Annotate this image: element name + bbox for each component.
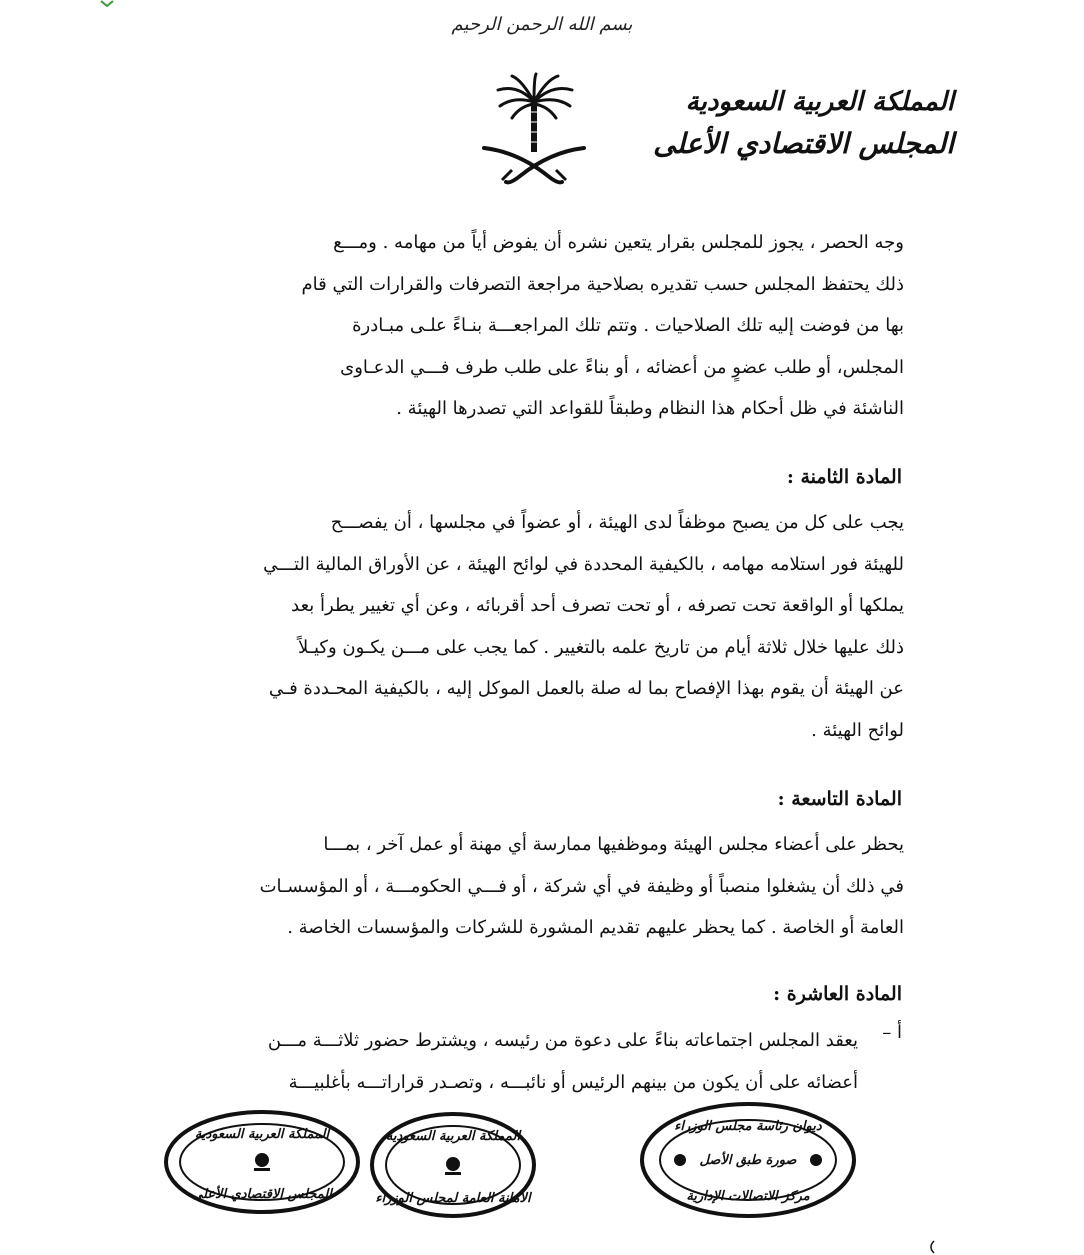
middle-stamp-bottom: الأمانة العامة لمجلس الوزراء <box>375 1191 531 1206</box>
right-stamp-center: صورة طبق الأصل <box>699 1153 797 1168</box>
text-line: العامة أو الخاصة . كما يحظر عليهم تقديم المشورة للشركات والمؤسسات الخاصة . <box>287 917 904 938</box>
text-line: ذلك يحتفظ المجلس حسب تقديره بصلاحية مراجعة التصرفات والقرارات التي قام <box>301 273 904 295</box>
middle-stamp-top: المملكة العربية السعودية <box>385 1129 521 1144</box>
right-stamp-icon <box>638 1100 858 1220</box>
text-line: يجب على كل من يصبح موظفاً لدى الهيئة ، أو عضواً في مجلسها ، أن يفصـــح <box>330 512 904 533</box>
intro-paragraph <box>188 222 904 430</box>
article-10-text <box>188 1020 858 1103</box>
text-line: يعقد المجلس اجتماعاته بناءً على دعوة من رئيسه ، ويشترط حضور ثلاثـــة مـــن <box>267 1030 858 1051</box>
text-line: وجه الحصر ، يجوز للمجلس بقرار يتعين نشره أن يفوض أياً من مهامه . ومـــع <box>333 232 904 253</box>
text-line: لوائح الهيئة . <box>811 719 904 741</box>
right-stamp-bottom: مركز الاتصالات الإدارية <box>686 1189 810 1204</box>
letterhead-kingdom: المملكة العربية السعودية <box>685 87 954 117</box>
text-line: الناشئة في ظل أحكام هذا النظام وطبقاً للقواعد التي تصدرها الهيئة . <box>396 398 904 419</box>
green-corner-mark <box>100 0 114 8</box>
letterhead-title <box>653 82 954 166</box>
text-line: للهيئة فور استلامه مهامه ، بالكيفية المحددة في لوائح الهيئة ، عن الأوراق المالية التـــي <box>263 553 904 575</box>
basmala: بسم الله الرحمن الرحيم <box>451 14 633 35</box>
page-corner-mark <box>926 1240 936 1254</box>
article-9-heading: المادة التاسعة : <box>777 788 902 810</box>
text-line: في ذلك أن يشغلوا منصباً أو وظيفة في أي شركة ، أو فـــي الحكومـــة ، أو المؤسسـات <box>259 875 904 897</box>
left-stamp-bottom: المجلس الاقتصادي الأعلى <box>192 1187 332 1202</box>
letterhead-council: المجلس الاقتصادي الأعلى <box>653 127 954 160</box>
middle-stamp-icon <box>368 1110 538 1220</box>
article-8-text <box>188 502 904 751</box>
text-line: يملكها أو الواقعة تحت تصرفه ، أو تحت تصرف أحد أقربائه ، وعن أي تغيير يطرأ بعد <box>291 595 904 616</box>
text-line: أعضائه على أن يكون من بينهم الرئيس أو نائبـــه ، وتصـدر قراراتـــه بأغلبيـــة <box>288 1071 858 1093</box>
text-line: المجلس، أو طلب عضوٍ من أعضائه ، أو بناءً على طلب طرف فـــي الدعـاوى <box>340 356 904 378</box>
article-9-text <box>188 824 904 949</box>
item-marker: أ – <box>882 1022 902 1043</box>
right-stamp-top: ديوان رئاسة مجلس الوزراء <box>674 1119 822 1134</box>
article-8-heading: المادة الثامنة : <box>786 466 902 488</box>
text-line: عن الهيئة أن يقوم بهذا الإفصاح بما له صلة بالعمل الموكل إليه ، بالكيفية المحـددة فـي <box>268 678 904 699</box>
article-10-heading: المادة العاشرة : <box>773 983 902 1005</box>
saudi-emblem-icon <box>478 72 590 190</box>
left-stamp-top: المملكة العربية السعودية <box>194 1127 330 1142</box>
text-line: ذلك عليها خلال ثلاثة أيام من تاريخ علمه بالتغيير . كما يجب على مـــن يكـون وكيـلاً <box>297 636 904 658</box>
left-stamp-icon <box>162 1108 362 1216</box>
text-line: بها من فوضت إليه تلك الصلاحيات . وتتم تلك المراجعـــة بنـاءً علـى مبـادرة <box>352 315 904 336</box>
text-line: يحظر على أعضاء مجلس الهيئة وموظفيها ممارسة أي مهنة أو عمل آخر ، بمـــا <box>323 834 904 855</box>
